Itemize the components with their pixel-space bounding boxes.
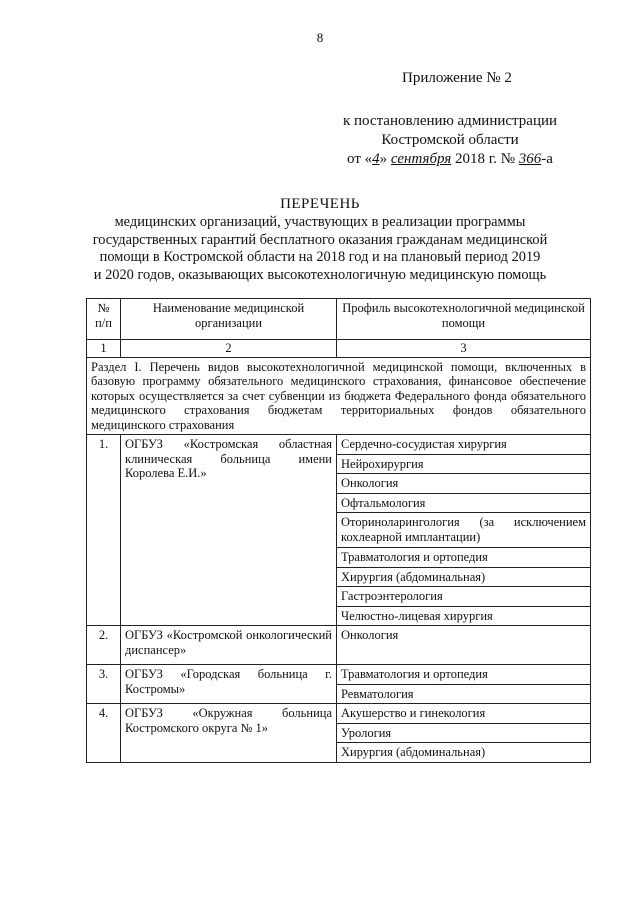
row-number: 2.: [87, 626, 121, 665]
column-index: 2: [121, 340, 337, 358]
decree-date-prefix: от «: [347, 151, 373, 167]
profile-cell: Челюстно-лицевая хирургия: [337, 606, 591, 626]
table-row: [87, 704, 591, 724]
profile-cell: Оториноларингология (за исключением кохлеарной имплантации): [337, 513, 591, 548]
subtitle-line: медицинских организаций, участвующих в реализации программы: [114, 214, 526, 230]
subtitle-line: и 2020 годов, оказывающих высокотехнологичную медицинскую помощь: [93, 266, 547, 283]
profile-cell: Урология: [337, 723, 591, 743]
decree-day: 4: [372, 151, 380, 167]
table-row: [87, 665, 591, 685]
organizations-table: [86, 298, 591, 763]
decree-line-1: к постановлению администрации: [342, 113, 558, 129]
organization-name: ОГБУЗ «Костромской онкологический диспансер»: [121, 626, 337, 665]
header-organization: Наименование медицинской организации: [121, 299, 337, 340]
row-number: 1.: [87, 435, 121, 626]
subtitle-line: помощи в Костромской области на 2018 год и на плановый период 2019: [99, 249, 541, 265]
decree-date-line: [300, 150, 600, 169]
profile-cell: Нейрохирургия: [337, 454, 591, 474]
subtitle-line: государственных гарантий бесплатного оказания гражданам медицинской: [92, 231, 548, 248]
row-number: 3.: [87, 665, 121, 704]
profile-cell: Офтальмология: [337, 493, 591, 513]
profile-cell: Хирургия (абдоминальная): [337, 743, 591, 763]
organization-name: ОГБУЗ «Костромская областная клиническая больница имени Королева Е.И.»: [121, 435, 337, 626]
profile-cell: Онкология: [337, 626, 591, 665]
column-index: 3: [337, 340, 591, 358]
row-number: 4.: [87, 704, 121, 763]
organization-name: ОГБУЗ «Городская больница г. Костромы»: [121, 665, 337, 704]
decree-number: 366: [518, 151, 542, 167]
page-number: 8: [316, 30, 324, 45]
column-index: 1: [87, 340, 121, 358]
table-row: [87, 435, 591, 455]
profile-cell: Травматология и ортопедия: [337, 548, 591, 568]
profile-cell: Акушерство и гинекология: [337, 704, 591, 724]
profile-cell: Травматология и ортопедия: [337, 665, 591, 685]
table-header-row: [87, 299, 591, 340]
appendix-label: Приложение № 2: [402, 70, 512, 86]
organization-name: ОГБУЗ «Окружная больница Костромского округа № 1»: [121, 704, 337, 763]
section-title: Раздел I. Перечень видов высокотехнологичной медицинской помощи, включенных в базовую программу обязательного медицинского страхования, финансовое обеспечение которых осуществляется за счет субвенции из бюджета Федерального фонда обязательного медицинского страхования бюджетам территориальных фондов обязательного медицинского страхования: [87, 357, 591, 435]
profile-cell: Хирургия (абдоминальная): [337, 567, 591, 587]
table-row: [87, 626, 591, 665]
header-number: № п/п: [87, 299, 121, 340]
section-row: [87, 357, 591, 435]
decree-month: сентября: [390, 151, 452, 167]
column-index-row: [87, 340, 591, 358]
decree-suffix: -а: [541, 151, 553, 167]
decree-year: 2018 г. №: [451, 151, 519, 167]
decree-line-2: Костромской области: [381, 132, 519, 148]
document-title: ПЕРЕЧЕНЬ: [280, 196, 360, 212]
profile-cell: Онкология: [337, 474, 591, 494]
profile-cell: Сердечно-сосудистая хирургия: [337, 435, 591, 455]
profile-cell: Гастроэнтерология: [337, 587, 591, 607]
document-subtitle: [60, 214, 580, 284]
profile-cell: Ревматология: [337, 684, 591, 704]
decree-date-mid: »: [379, 151, 391, 167]
header-profile: Профиль высокотехнологичной медицинской помощи: [337, 299, 591, 340]
